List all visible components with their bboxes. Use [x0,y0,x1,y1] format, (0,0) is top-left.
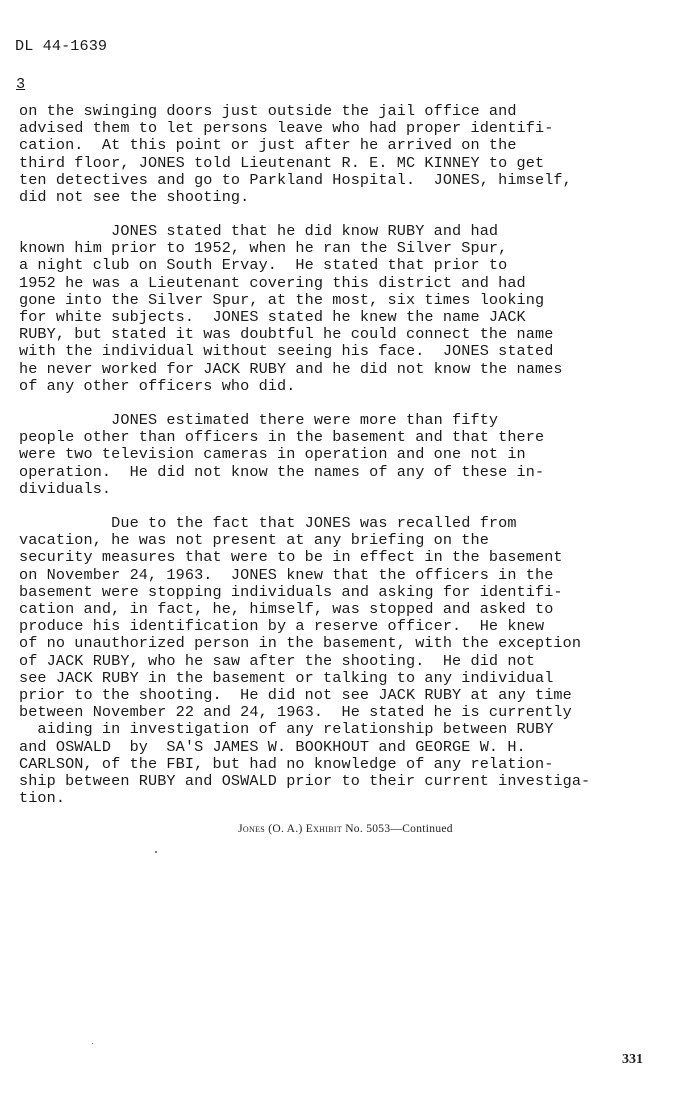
paragraph-1: on the swinging doors just outside the jail office and advised them to let persons leave who had proper identifi- cation. At this point or just after he arrived on the third floor, JONES told Lieutenant R. E. MC KINNEY to get ten detectives and go to Parkland Hospital. JONES, himself, did not see the shooting. [19,102,572,207]
page-number: 331 [622,1052,643,1067]
file-number: DL 44-1639 [15,37,108,55]
paragraph-4: Due to the fact that JONES was recalled from vacation, he was not present at any briefing on the security measures that were to be in effect in the basement on November 24, 1963. JONES knew that the officers in the basement were stopping individuals and asking for identifi- cation and, in fact, he, himself, was stopped and asked to produce his identification by a reserve officer. He knew of no unauthorized person in the basement, with the exception of JACK RUBY, who he saw after the shooting. He did not see JACK RUBY in the basement or talking to any individual prior to the shooting. He did not see JACK RUBY at any time between November 22 and 24, 1963. He stated he is currently aiding in investigation of any relationship between RUBY and OSWALD by SA'S JAMES W. BOOKHOUT and GEORGE W. H. CARLSON, of the FBI, but had no knowledge of any relation- ship between RUBY and OSWALD prior to their current investiga- tion. [19,514,591,808]
exhibit-caption [0,823,691,835]
caption-number: No. 5053—Continued [345,823,453,835]
paragraph-3: JONES estimated there were more than fifty people other than officers in the basement and that there were two television cameras in operation and one not in operation. He did not know the names of any of these in- dividuals. [19,411,545,498]
scan-speck [92,1043,93,1044]
caption-initials: (O. A.) [268,823,303,835]
caption-exhibit: Exhibit [305,823,343,835]
scan-speck [155,851,157,853]
caption-name: Jones [238,823,266,835]
paragraph-2: JONES stated that he did know RUBY and had known him prior to 1952, when he ran the Silver Spur, a night club on South Ervay. He stated that prior to 1952 he was a Lieutenant covering this district and had gone into the Silver Spur, at the most, six times looking for white subjects. JONES stated he knew the name JACK RUBY, but stated it was doubtful he could connect the name with the individual without seeing his face. JONES stated he never worked for JACK RUBY and he did not know the names of any other officers who did. [19,222,563,395]
page-marker: 3 [16,75,26,93]
